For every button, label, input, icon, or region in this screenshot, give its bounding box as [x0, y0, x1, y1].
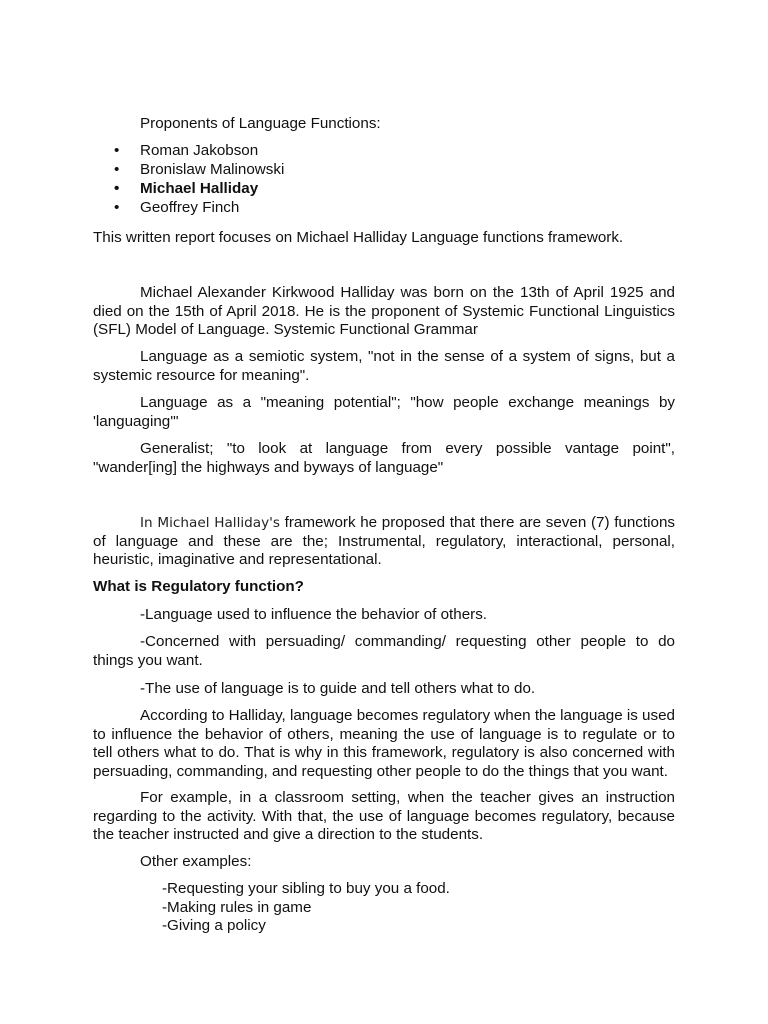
proponent-name: Geoffrey Finch	[140, 199, 240, 216]
definition-2: -Concerned with persuading/ commanding/ requesting other people to do things you want.	[93, 633, 675, 669]
proponents-heading: Proponents of Language Functions:	[140, 115, 381, 132]
other-examples-list	[162, 880, 450, 936]
potential-paragraph: Language as a "meaning potential"; "how people exchange meanings by 'languaging'"	[93, 394, 675, 430]
bullet-icon: •	[114, 161, 120, 178]
bullet-icon: •	[114, 142, 120, 159]
list-item	[114, 142, 284, 161]
list-item	[114, 180, 284, 199]
bullet-icon: •	[114, 180, 120, 197]
list-item	[114, 161, 284, 180]
generalist-paragraph: Generalist; "to look at language from every possible vantage point", "wander[ing] the highways and byways of language"	[93, 440, 675, 476]
bio-paragraph: Michael Alexander Kirkwood Halliday was born on the 13th of April 1925 and died on the 15th of April 2018. He is the proponent of Systemic Functional Linguistics (SFL) Model of Language. Systemic Functional Grammar	[93, 284, 675, 338]
according-paragraph: According to Halliday, language becomes regulatory when the language is used to influence the behavior of others, meaning the use of language is to regulate or to tell others what to do. That is why in this framework, regulatory is also concerned with persuading, commanding, and requesting other people to do the things that you want.	[93, 707, 675, 780]
intro-text: This written report focuses on Michael Halliday Language functions framework.	[93, 229, 624, 246]
proponent-name: Michael Halliday	[140, 180, 259, 197]
framework-rest: framework he proposed that there are seven (7) functions of language and these are the; Instrumental, regulatory, interactional, personal, heuristic, imaginative and representational.	[93, 514, 675, 568]
proponents-list	[114, 142, 284, 218]
bullet-icon: •	[114, 199, 120, 216]
section-heading: What is Regulatory function?	[93, 578, 304, 595]
list-item: -Requesting your sibling to buy you a food.	[162, 880, 450, 897]
proponent-name: Roman Jakobson	[140, 142, 259, 159]
other-examples-heading: Other examples:	[140, 853, 252, 870]
semiotic-paragraph: Language as a semiotic system, "not in the sense of a system of signs, but a systemic resource for meaning".	[93, 348, 675, 384]
list-item: -Giving a policy	[162, 917, 266, 934]
example-paragraph: For example, in a classroom setting, when the teacher gives an instruction regarding to the activity. With that, the use of language becomes regulatory, because the teacher instructed and give a direction to the students.	[93, 789, 675, 843]
definition-1: -Language used to influence the behavior of others.	[140, 606, 488, 623]
list-item	[114, 199, 284, 218]
definition-3: -The use of language is to guide and tell others what to do.	[140, 680, 536, 697]
framework-name: In Michael Halliday's	[140, 515, 280, 531]
proponent-name: Bronislaw Malinowski	[140, 161, 285, 178]
framework-paragraph	[93, 514, 675, 570]
list-item: -Making rules in game	[162, 898, 312, 916]
